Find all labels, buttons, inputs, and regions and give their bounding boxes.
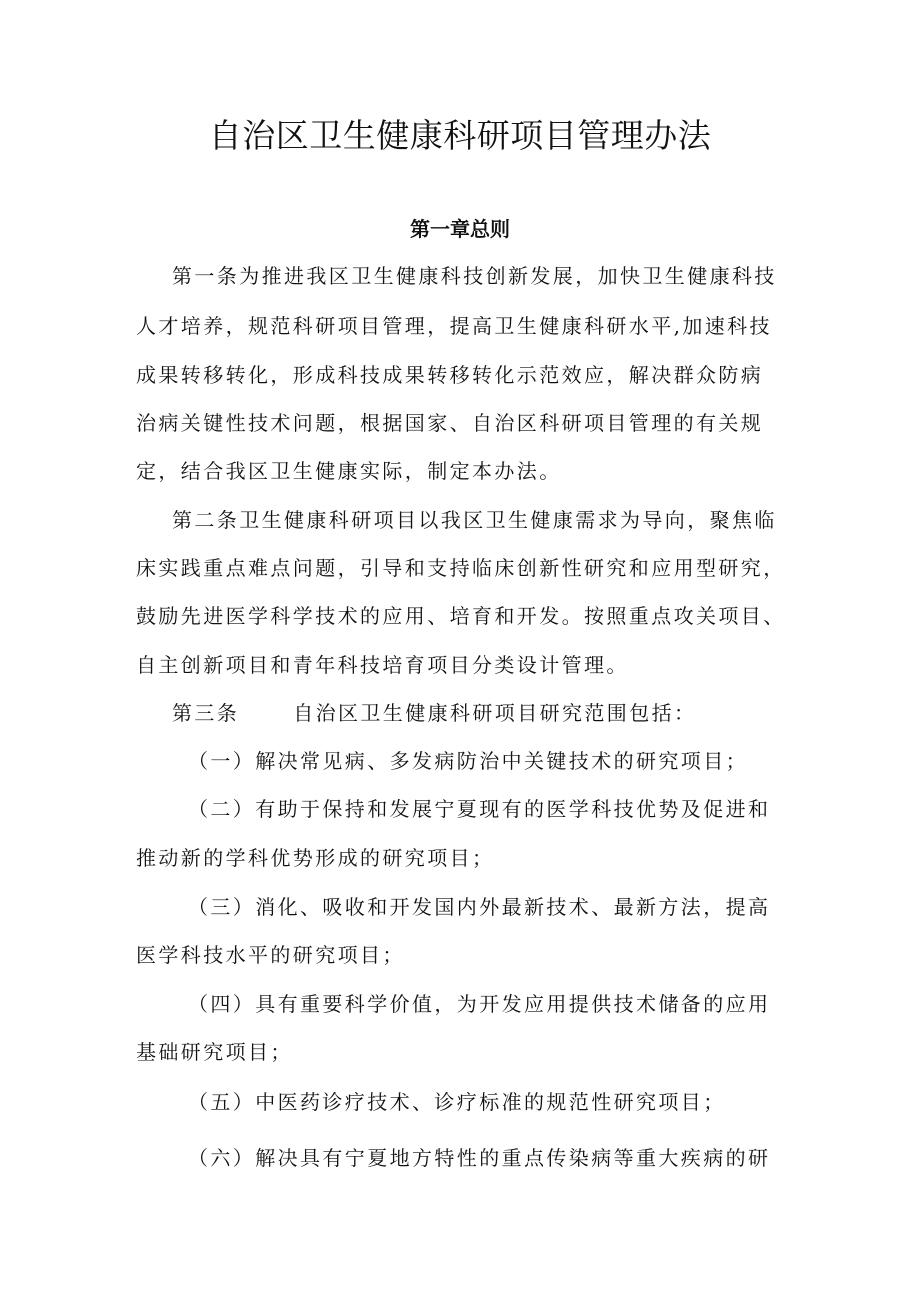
item-4-line-1: （四）具有重要科学价值，为开发应用提供技术储备的应用: [188, 992, 771, 1016]
item-3-line-1: （三）消化、吸收和开发国内外最新技术、最新方法，提高: [188, 895, 771, 919]
document-title: 自治区卫生健康科研项目管理办法: [208, 116, 712, 155]
item-2-line-2: 推动新的学科优势形成的研究项目；: [136, 846, 495, 870]
article-2-line-4: 自主创新项目和青年科技培育项目分类设计管理。: [136, 653, 629, 677]
article-3-line: [172, 695, 696, 731]
item-6-line-1: （六）解决具有宁夏地方特性的重点传染病等重大疾病的研: [188, 1146, 771, 1170]
item-4-line-2: 基础研究项目；: [136, 1040, 293, 1064]
article-3-text: 自治区卫生健康科研项目研究范围包括：: [293, 701, 697, 725]
article-2-line-2: 床实践重点难点问题，引导和支持临床创新性研究和应用型研究，: [136, 556, 786, 580]
article-2-line-1: 第二条卫生健康科研项目以我区卫生健康需求为导向，聚焦临: [172, 508, 777, 532]
article-1-line-3: 成果转移转化，形成科技成果转移转化示范效应，解决群众防病: [136, 363, 764, 387]
article-1-line-2: 人才培养，规范科研项目管理，提高卫生健康科研水平,加速科技: [136, 314, 772, 338]
item-5: （五）中医药诊疗技术、诊疗标准的规范性研究项目；: [188, 1090, 726, 1114]
item-3-line-2: 医学科技水平的研究项目；: [136, 943, 405, 967]
item-2-line-1: （二）有助于保持和发展宁夏现有的医学科技优势及促进和: [188, 797, 771, 821]
item-1: （一）解决常见病、多发病防治中关键技术的研究项目；: [188, 749, 748, 773]
article-1-line-1: 第一条为推进我区卫生健康科技创新发展，加快卫生健康科技: [172, 264, 777, 288]
article-2-line-3: 鼓励先进医学科学技术的应用、培育和开发。按照重点攻关项目、: [136, 604, 786, 628]
article-1-line-5: 定，结合我区卫生健康实际，制定本办法。: [136, 459, 562, 483]
article-3-label: 第三条: [172, 701, 240, 725]
article-1-line-4: 治病关键性技术问题，根据国家、自治区科研项目管理的有关规: [136, 411, 764, 435]
chapter-heading: 第一章总则: [410, 217, 510, 241]
